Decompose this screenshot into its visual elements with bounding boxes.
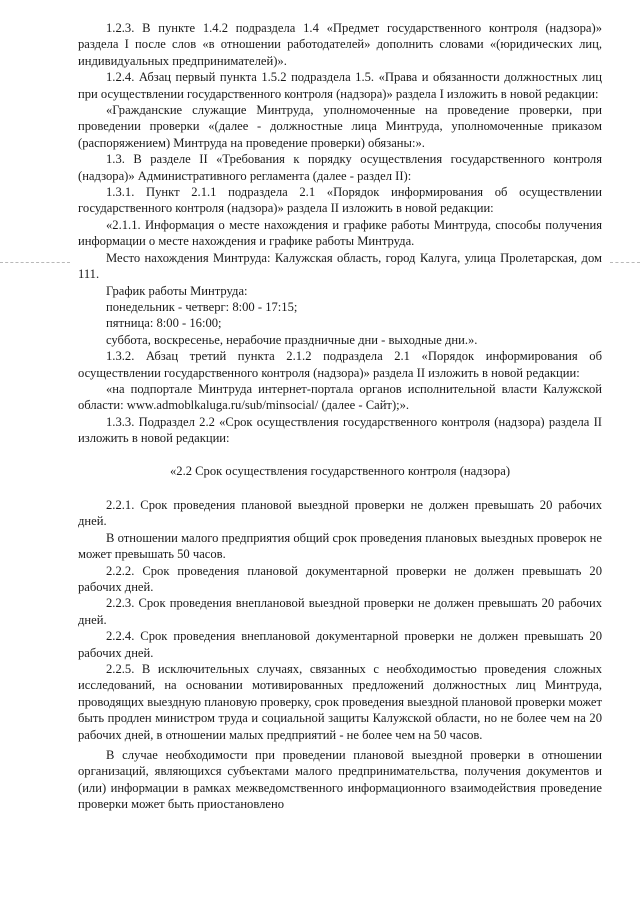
suspension-paragraph: В случае необходимости при проведении плановой выездной проверки в отношении организаций, являющихся субъектами малого предпринимательства, получения документов и (или) информации в рамках межведомственного информационного взаимодействия проведение проверки может быть приостановлено: [78, 748, 602, 812]
paragraph-2-2-5: 2.2.5. В исключительных случаях, связанных с необходимостью проведения сложных исследований, на основании мотивированных предложений должностных лиц Минтруда, проводящих выездную плановую проверку, срок проведения выездной плановой проверки может быть продлен министром труда и социальной защиты Калужской области, но не более чем на 20 рабочих дней, в отношении малых предприятий - не более чем на 50 часов.: [78, 662, 602, 742]
schedule-friday: пятница: 8:00 - 16:00;: [106, 316, 222, 331]
schedule-mon-thu: понедельник - четверг: 8:00 - 17:15;: [106, 299, 298, 314]
paragraph-1-3-1: 1.3.1. Пункт 2.1.1 подраздела 2.1 «Порядок информирования об осуществлении государственного контроля (надзора)» раздела II изложить в новой редакции:: [78, 185, 602, 216]
paragraph-2-2-2: 2.2.2. Срок проведения плановой документарной проверки не должен превышать 20 рабочих дней.: [78, 563, 602, 594]
scan-artifact-right: [610, 262, 640, 264]
paragraph-2-2-1: 2.2.1. Срок проведения плановой выездной проверки не должен превышать 20 рабочих дней.: [78, 497, 602, 529]
scan-artifact-left: [0, 262, 70, 264]
paragraph-1-2-4: 1.2.4. Абзац первый пункта 1.5.2 подраздела 1.5. «Права и обязанности должностных лиц при осуществлении государственного контроля (надзора)» раздела I изложить в новой редакции:: [78, 70, 602, 101]
paragraph-1-2-3: 1.2.3. В пункте 1.4.2 подраздела 1.4 «Предмет государственного контроля (надзора)» раздела I после слов «в отношении работодателей» дополнить словами «(юридических лиц, индивидуальных предпринимателей)».: [78, 21, 602, 68]
quoted-paragraph-2-1-1: «2.1.1. Информация о месте нахождения и графике работы Минтруда, способы получения информации о месте нахождения и графике работы Минтруда.: [78, 217, 602, 249]
schedule-weekend: суббота, воскресенье, нерабочие праздничные дни - выходные дни.».: [106, 332, 478, 347]
paragraph-1-3-2: 1.3.2. Абзац третий пункта 2.1.2 подраздела 2.1 «Порядок информирования об осуществлении государственного контроля (надзора)» раздела II изложить в новой редакции:: [78, 349, 602, 380]
paragraph-2-2-4: 2.2.4. Срок проведения внеплановой документарной проверки не должен превышать 20 рабочих дней.: [78, 629, 602, 660]
paragraph-2-2-3: 2.2.3. Срок проведения внеплановой выездной проверки не должен превышать 20 рабочих дней.: [78, 596, 602, 627]
quoted-civil-servants-paragraph: «Гражданские служащие Минтруда, уполномоченные на проведение проверки, при проведении проверки «(далее - должностные лица Минтруда, уполномоченные приказом (распоряжением) Минтруда на проведение проверки) обязаны:».: [78, 103, 602, 150]
location-paragraph: Место нахождения Минтруда: Калужская область, город Калуга, улица Пролетарская, дом 111.: [78, 250, 602, 282]
small-business-paragraph: В отношении малого предприятия общий срок проведения плановых выездных проверок не может превышать 50 часов.: [78, 530, 602, 562]
schedule-title: График работы Минтруда:: [106, 283, 248, 298]
paragraph-1-3-3: 1.3.3. Подраздел 2.2 «Срок осуществления государственного контроля (надзора) раздела II изложить в новой редакции:: [78, 414, 602, 446]
quoted-portal-paragraph: «на подпортале Минтруда интернет-портала органов исполнительной власти Калужской области: www.admoblkaluga.ru/sub/minsocial/ (далее - Сайт);».: [78, 381, 602, 413]
paragraph-1-3: 1.3. В разделе II «Требования к порядку осуществления государственного контроля (надзора)» Административного регламента (далее - раздел II):: [78, 152, 602, 183]
section-heading: «2.2 Срок осуществления государственного контроля (надзора): [169, 463, 511, 478]
